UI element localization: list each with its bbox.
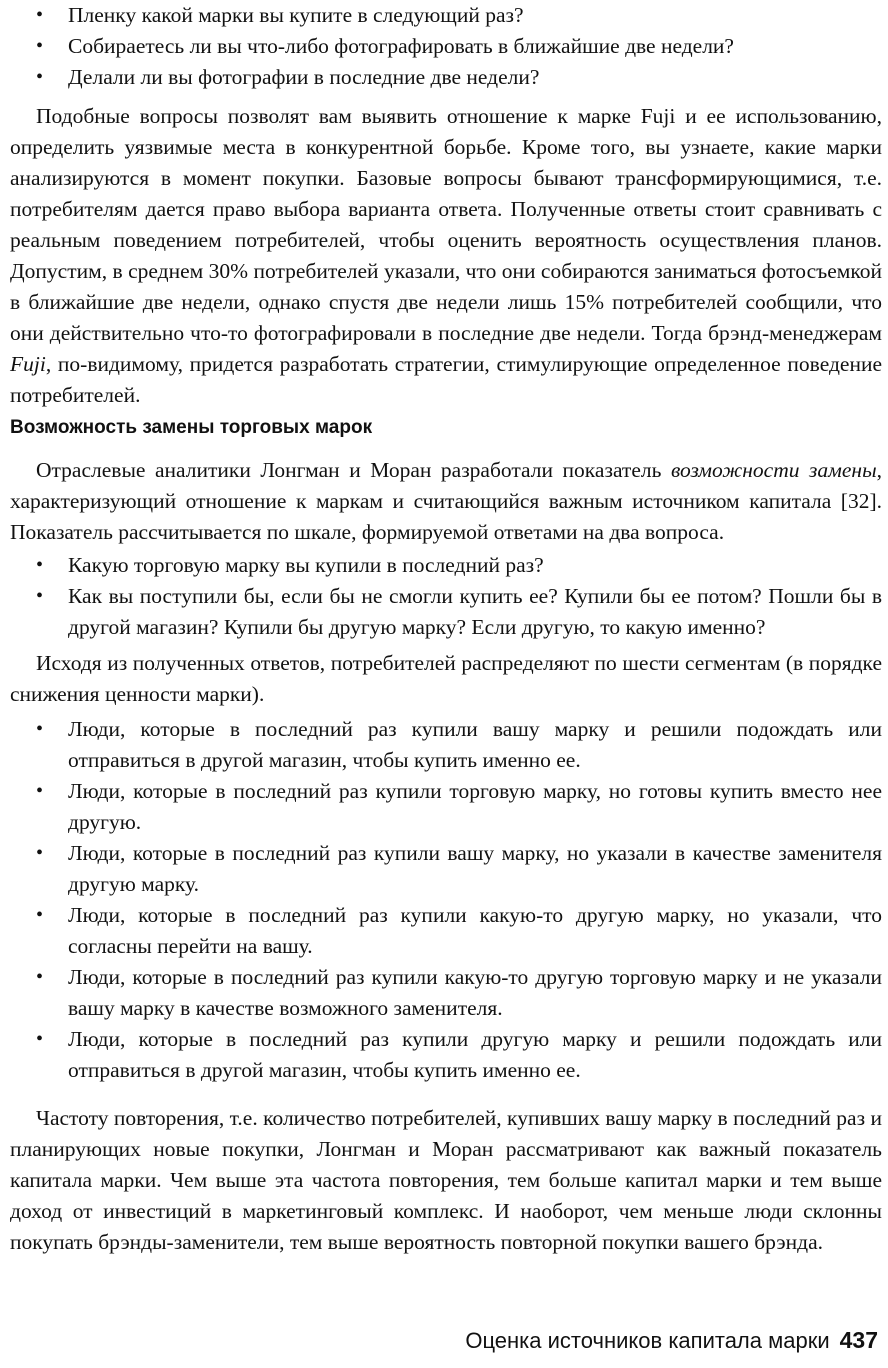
paragraph-text: Отраслевые аналитики Лонгман и Моран разработали показатель [36, 458, 671, 482]
paragraph [10, 101, 882, 411]
paragraph: Частоту повторения, т.е. количество потребителей, купивших вашу марку в последний раз и планирующих новые покупки, Лонгман и Моран рассматривают как важный показатель капитала марки. Чем выше эта частота повторения, тем больше капитал марки и тем выше доход от инвестиций в маркетинговый комплекс. И наоборот, чем меньше люди склонны покупать брэнды-заменители, тем выше вероятность повторной покупки вашего брэнда. [10, 1106, 882, 1254]
running-title: Оценка источников капитала марки [465, 1328, 830, 1353]
paragraph-text: , по-видимому, придется разработать стратегии, стимулирующие определенное поведение потребителей. [10, 352, 882, 407]
section-heading: Возможность замены торговых марок [10, 417, 373, 438]
paragraph-text: , характеризующий отношение к маркам и считающийся важным источником капитала [32]. Показатель рассчитывается по шкале, формируемой ответами на два вопроса. [10, 458, 883, 544]
paragraph [10, 455, 882, 548]
paragraph-text: Подобные вопросы позволят вам выявить отношение к марке Fuji и ее использованию, определить уязвимые места в конкурентной борьбе. Кроме того, вы узнаете, какие марки анализируются в момент покупки. Базовые вопросы бывают трансформирующимися, т.е. потребителям дается право выбора варианта ответа. Полученные ответы стоит сравнивать с реальным поведением потребителей, чтобы оценить вероятность осуществления планов. Допустим, в среднем 30% потребителей указали, что они собираются заниматься фотосъемкой в ближайшие две недели, однако спустя две недели лишь 15% потребителей сообщили, что они действительно что-то фотографировали в последние две недели. Тогда брэнд-менеджерам [10, 104, 882, 345]
list-item: • Люди, которые в последний раз купили другую марку и решили подождать или отправиться в другой магазин, чтобы купить именно ее. [10, 1024, 882, 1086]
list-item: • Люди, которые в последний раз купили вашу марку, но указали в качестве заменителя другую марку. [10, 838, 882, 900]
paragraph: Исходя из полученных ответов, потребителей распределяют по шести сегментам (в порядке снижения ценности марки). [10, 651, 882, 706]
segment-list [10, 714, 882, 1086]
emphasis-text: возможности замены [670, 458, 877, 482]
list-item: • Люди, которые в последний раз купили торговую марку, но готовы купить вместо нее другую. [10, 776, 882, 838]
list-item: • Делали ли вы фотографии в последние две недели? [10, 62, 882, 93]
list-item: • Люди, которые в последний раз купили какую-то другую марку, но указали, что согласны перейти на вашу. [10, 900, 882, 962]
page-number: 437 [839, 1327, 878, 1353]
emphasis-text: Fuji [10, 352, 46, 376]
question-list-top [10, 0, 882, 93]
list-item: • Как вы поступили бы, если бы не смогли купить ее? Купили бы ее потом? Пошли бы в другой магазин? Купили бы другую марку? Если другую, то какую именно? [10, 581, 882, 643]
list-item: • Какую торговую марку вы купили в последний раз? [10, 550, 882, 581]
list-item: • Пленку какой марки вы купите в следующий раз? [10, 0, 882, 31]
list-item: • Люди, которые в последний раз купили вашу марку и решили подождать или отправиться в другой магазин, чтобы купить именно ее. [10, 714, 882, 776]
question-list [10, 550, 882, 643]
list-item: • Собираетесь ли вы что-либо фотографировать в ближайшие две недели? [10, 31, 882, 62]
list-item: • Люди, которые в последний раз купили какую-то другую торговую марку и не указали вашу марку в качестве возможного заменителя. [10, 962, 882, 1024]
page-footer [465, 1325, 878, 1356]
